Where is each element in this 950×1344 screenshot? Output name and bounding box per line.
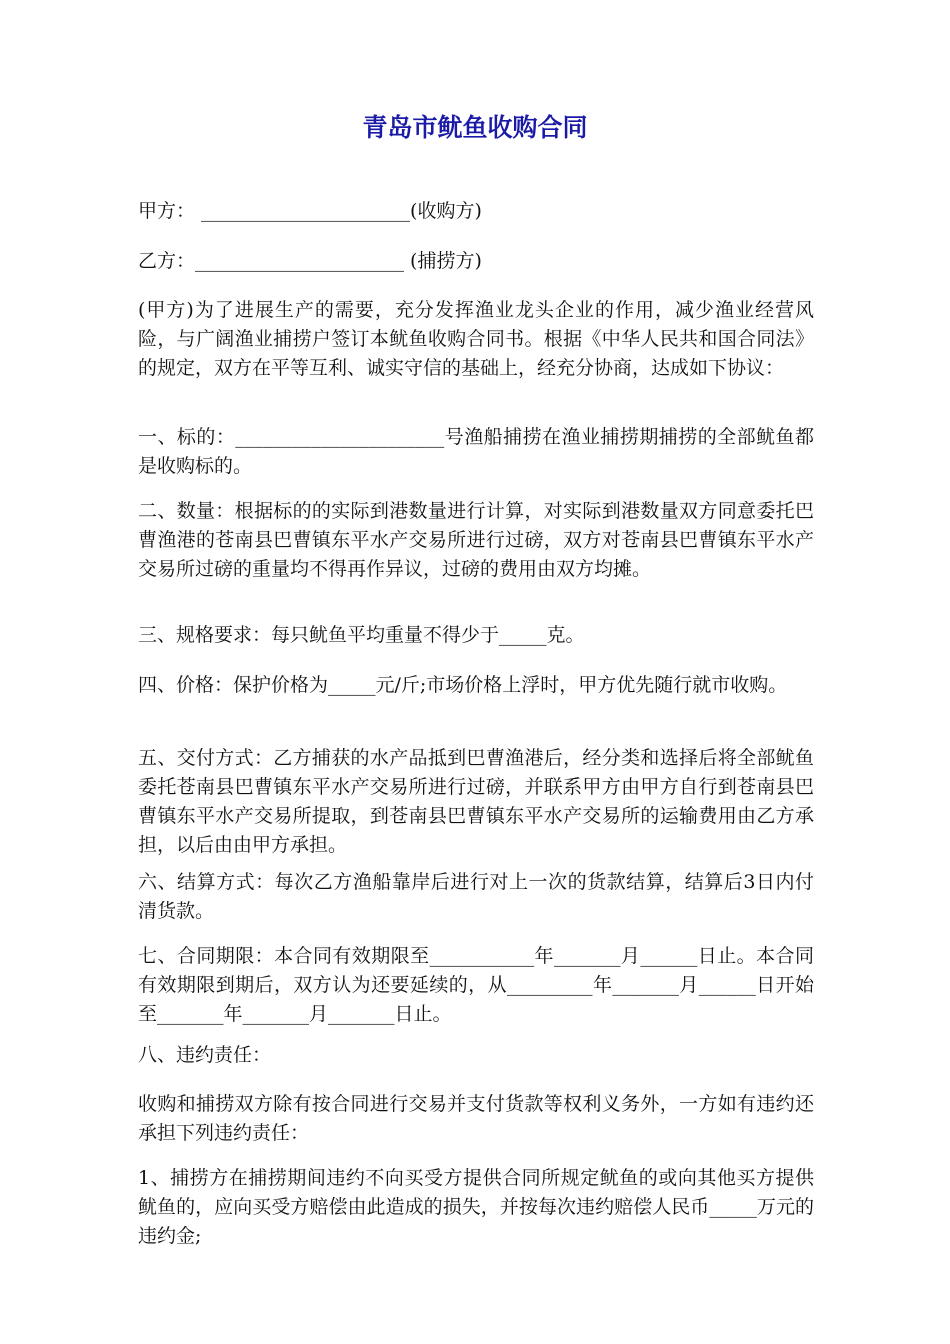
clause-term: 七、合同期限：本合同有效期限至___________年_______月______日止。本合同有效期限到期后，双方认为还要延续的，从_________年_______月______日开始至_______年_______月_______日止。 — [138, 945, 814, 1025]
party-b-line: 乙方：______________________ (捕捞方) — [138, 250, 482, 272]
clause-subject: 一、标的：______________________号渔船捕捞在渔业捕捞期捕捞的全部鱿鱼都是收购标的。 — [138, 426, 814, 477]
preamble-paragraph: (甲方)为了进展生产的需要，充分发挥渔业龙头企业的作用，减少渔业经营风险，与广阔渔业捕捞户签订本鱿鱼收购合同书。根据《中华人民共和国合同法》的规定，双方在平等互利、诚实守信的基础上，经充分协商，达成如下协议： — [138, 299, 814, 379]
clause-price: 四、价格：保护价格为_____元/斤;市场价格上浮时，甲方优先随行就市收购。 — [138, 674, 788, 696]
liability-item-1: 1、捕捞方在捕捞期间违约不向买受方提供合同所规定鱿鱼的或向其他买方提供鱿鱼的，应向买受方赔偿由此造成的损失，并按每次违约赔偿人民币_____万元的违约金; — [138, 1167, 814, 1247]
document-title: 青岛市鱿鱼收购合同 — [362, 113, 588, 142]
clause-liability-heading: 八、违约责任： — [138, 1044, 272, 1066]
party-a-line: 甲方： ______________________(收购方) — [138, 200, 482, 222]
clause-specification: 三、规格要求：每只鱿鱼平均重量不得少于_____克。 — [138, 624, 585, 646]
clause-delivery: 五、交付方式：乙方捕获的水产品抵到巴曹渔港后，经分类和选择后将全部鱿鱼委托苍南县巴曹镇东平水产交易所进行过磅，并联系甲方由甲方自行到苍南县巴曹镇东平水产交易所提取，到苍南县巴曹镇东平水产交易所的运输费用由乙方承担，以后由由甲方承担。 — [138, 747, 814, 856]
liability-intro: 收购和捕捞双方除有按合同进行交易并支付货款等权利义务外，一方如有违约还承担下列违约责任： — [138, 1093, 814, 1144]
clause-quantity: 二、数量：根据标的的实际到港数量进行计算，对实际到港数量双方同意委托巴曹渔港的苍南县巴曹镇东平水产交易所进行过磅，双方对苍南县巴曹镇东平水产交易所过磅的重量均不得再作异议，过磅的费用由双方均摊。 — [138, 500, 814, 580]
clause-settlement: 六、结算方式：每次乙方渔船靠岸后进行对上一次的货款结算，结算后3日内付清货款。 — [138, 871, 814, 922]
